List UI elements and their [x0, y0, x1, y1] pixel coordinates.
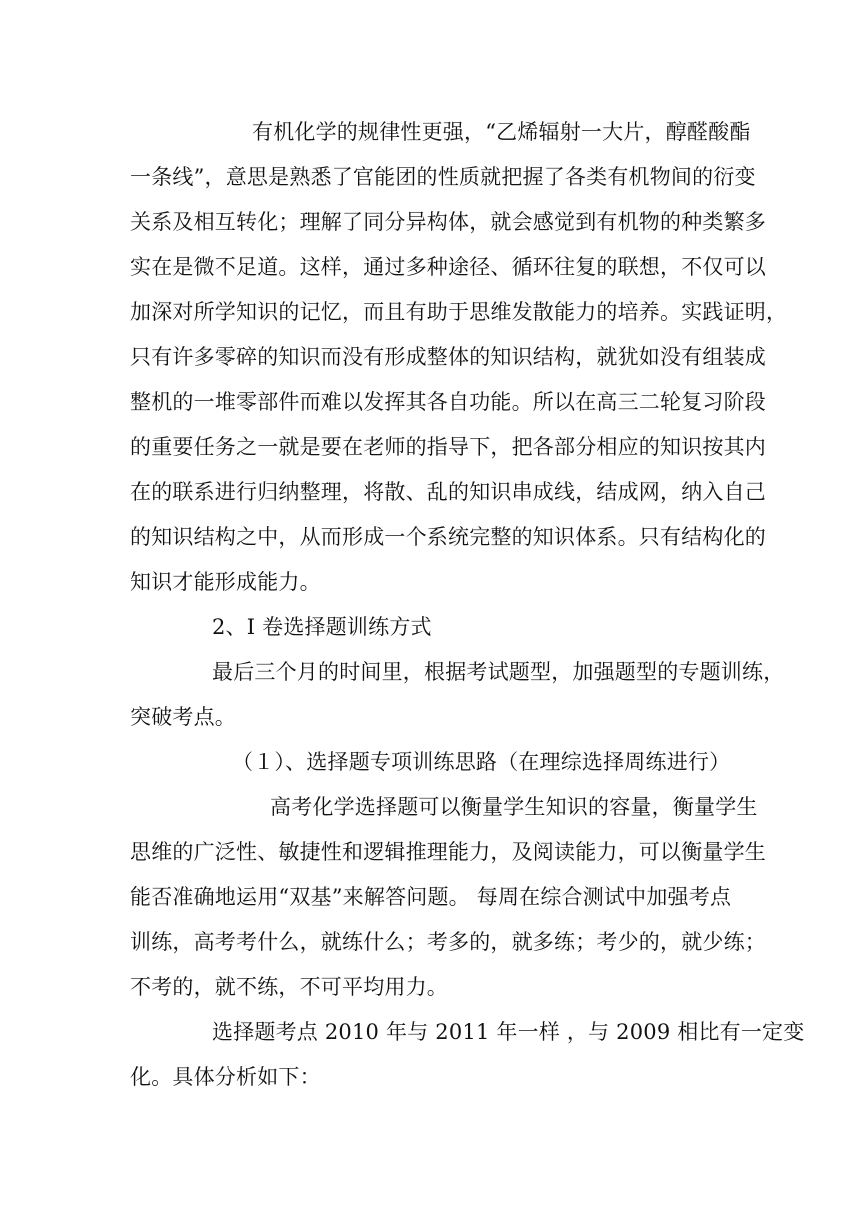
paragraph-1-line-6: 只有许多零碎的知识而没有形成整体的知识结构，就犹如没有组装成 — [130, 345, 766, 369]
paragraph-1-line-1: 有机化学的规律性更强，“乙烯辐射一大片，醇醛酸酯 — [252, 120, 751, 144]
paragraph-1-line-5: 加深对所学知识的记忆，而且有助于思维发散能力的培养。实践证明， — [130, 300, 788, 324]
paragraph-1-line-10: 的知识结构之中，从而形成一个系统完整的知识体系。只有结构化的 — [130, 525, 766, 549]
paragraph-1-line-4: 实在是微不足道。这样，通过多种途径、循环往复的联想，不仅可以 — [130, 255, 766, 279]
paragraph-1-line-8: 的重要任务之一就是要在老师的指导下，把各部分相应的知识按其内 — [130, 435, 766, 459]
paragraph-1-line-7: 整机的一堆零部件而难以发挥其各自功能。所以在高三二轮复习阶段 — [130, 390, 766, 414]
subsection-heading: （１）、选择题专项训练思路（在理综选择周练进行） — [232, 750, 731, 774]
paragraph-2-line-2: 突破考点。 — [130, 705, 236, 729]
paragraph-1-line-2: 一条线”，意思是熟悉了官能团的性质就把握了各类有机物间的衍变 — [130, 165, 756, 189]
paragraph-3-line-3: 能否准确地运用“双基”来解答问题。 每周在综合测试中加强考点 — [130, 885, 732, 909]
paragraph-2-line-1: 最后三个月的时间里，根据考试题型，加强题型的专题训练， — [212, 660, 785, 684]
paragraph-1-line-3: 关系及相互转化；理解了同分异构体，就会感觉到有机物的种类繁多 — [130, 210, 766, 234]
section-heading: 2、I 卷选择题训练方式 — [212, 615, 432, 639]
paragraph-4-line-1: 选择题考点 2010 年与 2011 年一样 ，与 2009 相比有一定变 — [212, 1020, 805, 1044]
paragraph-3-line-1: 高考化学选择题可以衡量学生知识的容量，衡量学生 — [270, 795, 758, 819]
paragraph-3-line-4: 训练，高考考什么，就练什么；考多的，就多练；考少的，就少练； — [130, 930, 766, 954]
paragraph-1-line-9: 在的联系进行归纳整理，将散、乱的知识串成线，结成网，纳入自己 — [130, 480, 766, 504]
paragraph-3-line-2: 思维的广泛性、敏捷性和逻辑推理能力，及阅读能力，可以衡量学生 — [130, 840, 766, 864]
paragraph-4-line-2: 化。具体分析如下： — [130, 1065, 321, 1089]
paragraph-1-line-11: 知识才能形成能力。 — [130, 570, 321, 594]
paragraph-3-line-5: 不考的，就不练，不可平均用力。 — [130, 975, 448, 999]
